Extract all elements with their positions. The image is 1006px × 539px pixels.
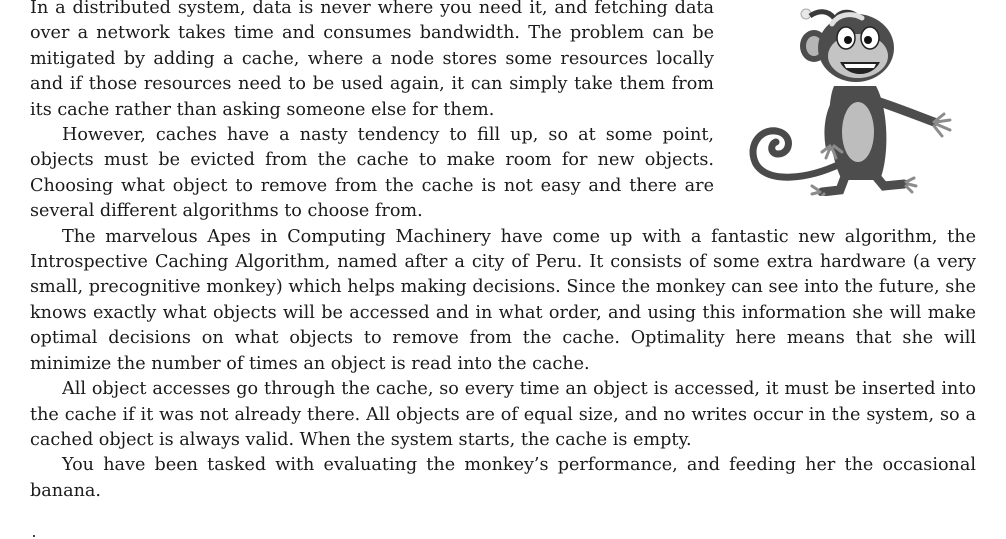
- paragraph-accesses: All object accesses go through the cache, so every time an object is accessed, it must be inserted into the cache if it was not already there. All objects are of equal size, and no writes occur in the system, so a cached object is always valid. When the system starts, the cache is empty.: [30, 379, 976, 450]
- paragraph-task: You have been tasked with evaluating the monkey’s performance, and feeding her the occasional banana.: [30, 455, 976, 501]
- problem-statement: [30, 0, 976, 504]
- paragraph-algorithm: The marvelous Apes in Computing Machinery have come up with a fantastic new algorithm, the Introspective Caching Algorithm, named after a city of Peru. It consists of some extra hardware (a very small, precognitive monkey) which helps making decisions. Since the monkey can see into the future, she knows exactly what objects will be accessed and in what order, and using this information she will make optimal decisions on what objects to remove from the cache. Optimality here means that she will minimize the number of times an object is read into the cache.: [30, 226, 976, 374]
- page-mark: [33, 535, 35, 537]
- paragraph-eviction: However, caches have a nasty tendency to fill up, so at some point, objects must be evicted from the cache to make room for new objects. Choosing what object to remove from the cache is not easy and there are several different algorithms to choose from.: [30, 125, 714, 222]
- paragraph-intro: In a distributed system, data is never where you need it, and fetching data over a network takes time and consumes bandwidth. The problem can be mitigated by adding a cache, where a node stores some resources locally and if those resources need to be used again, it can simply take them from its cache rather than asking someone else for them.: [30, 0, 714, 120]
